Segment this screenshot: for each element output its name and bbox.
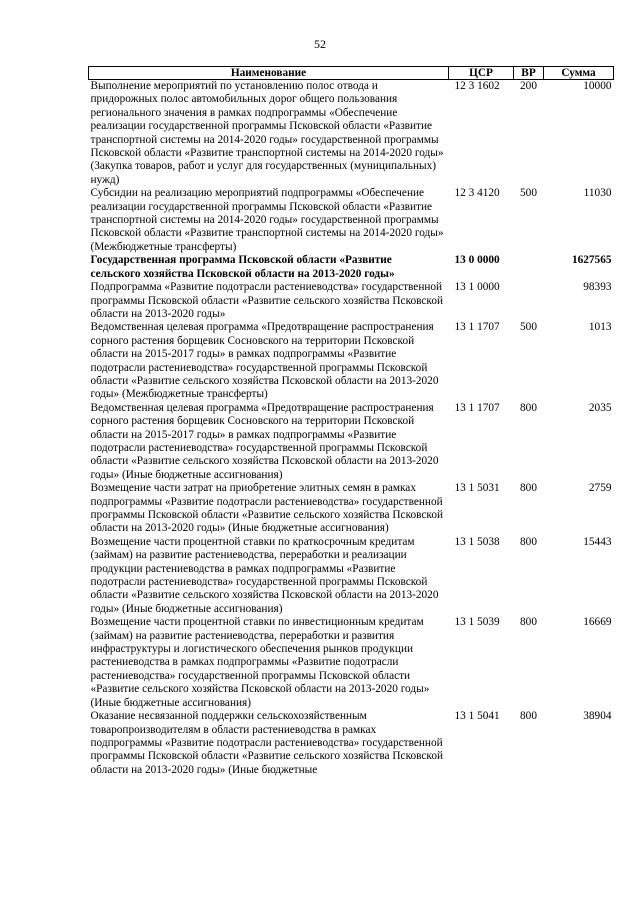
row-csr: 13 1 0000 xyxy=(454,281,500,294)
row-vr: 800 xyxy=(520,616,537,629)
row-vr: 500 xyxy=(520,187,537,200)
table-row xyxy=(89,80,614,188)
row-vr xyxy=(514,254,544,281)
row-sum: 1627565 xyxy=(571,254,612,267)
row-vr: 800 xyxy=(520,482,537,495)
row-sum: 15443 xyxy=(583,535,612,548)
row-csr: 13 1 5041 xyxy=(454,710,500,723)
table-row xyxy=(89,281,614,321)
row-vr: 800 xyxy=(520,535,537,548)
table-row xyxy=(89,710,614,777)
header-vr: ВР xyxy=(514,67,544,80)
row-name: Ведомственная целевая программа «Предотвращение распространения сорного растения борщевик Сосновского на территории Псковской области на 2015-2017 годы» в рамках подпрограммы «Развитие подотрасли растениеводства» государственной программы Псковской области «Развитие сельского хозяйства Псковской области на 2013-2020 годы» (Иные бюджетные ассигнования) xyxy=(90,401,439,481)
budget-table xyxy=(88,66,614,777)
row-csr: 12 3 1602 xyxy=(454,80,500,92)
table-row xyxy=(89,536,614,616)
row-sum: 98393 xyxy=(583,281,612,294)
row-vr: 500 xyxy=(520,321,537,334)
row-name: Государственная программа Псковской области «Развитие сельского хозяйства Псковской области на 2013-2020 годы» xyxy=(90,254,395,280)
row-csr: 13 0 0000 xyxy=(454,254,500,267)
row-vr: 200 xyxy=(520,80,537,92)
row-name: Выполнение мероприятий по установлению полос отвода и придорожных полос автомобильных дорог общего пользования регионального значения в рамках подпрограммы «Обеспечение реализации государственной программы Псковской области «Развитие транспортной системы на 2014-2020 годы» государственной программы Псковской области «Развитие транспортной системы на 2014-2020 годы» (Закупка товаров, работ и услуг для государственных (муниципальных) нужд) xyxy=(90,80,444,186)
row-csr: 13 1 5039 xyxy=(454,616,500,629)
row-sum: 38904 xyxy=(583,710,612,723)
row-name: Возмещение части процентной ставки по краткосрочным кредитам (займам) на развитие растениеводства, переработки и реализации продукции растениеводства в рамках подпрограммы «Развитие подотрасли растениеводства» государственной программы Псковской области «Развитие сельского хозяйства Псковской области на 2013-2020 годы» (Иные бюджетные ассигнования) xyxy=(90,535,439,615)
row-sum: 1013 xyxy=(588,321,612,334)
row-csr: 13 1 5031 xyxy=(454,482,500,495)
row-sum: 16669 xyxy=(583,616,612,629)
row-vr xyxy=(514,281,544,321)
row-name: Подпрограмма «Развитие подотрасли растениеводства» государственной программы Псковской области «Развитие сельского хозяйства Псковской области на 2013-2020 годы» xyxy=(90,281,444,320)
row-name: Возмещение части затрат на приобретение элитных семян в рамках подпрограммы «Развитие подотрасли растениеводства» государственной программы Псковской области «Развитие сельского хозяйства Псковской области на 2013-2020 годы» (Иные бюджетные ассигнования) xyxy=(90,482,444,535)
table-row xyxy=(89,321,614,401)
row-vr: 800 xyxy=(520,401,537,414)
table-row xyxy=(89,402,614,482)
row-csr: 13 1 1707 xyxy=(454,321,500,334)
row-sum: 11030 xyxy=(583,187,612,200)
row-sum: 2035 xyxy=(588,401,612,414)
header-name: Наименование xyxy=(89,67,449,80)
page-number: 52 xyxy=(314,37,326,51)
row-name: Субсидии на реализацию мероприятий подпрограммы «Обеспечение реализации государственной программы Псковской области «Развитие транспортной системы на 2014-2020 годы» государственной программы Псковской области «Развитие транспортной системы на 2014-2020 годы» (Межбюджетные трансферты) xyxy=(90,187,444,253)
row-csr: 13 1 5038 xyxy=(454,535,500,548)
row-sum: 2759 xyxy=(588,482,612,495)
table-header-row xyxy=(89,67,614,80)
row-name: Оказание несвязанной поддержки сельскохозяйственным товаропроизводителям в области растениеводства в рамках подпрограммы «Развитие подотрасли растениеводства» государственной программы Псковской области «Развитие сельского хозяйства Псковской области на 2013-2020 годы» (Иные бюджетные xyxy=(90,710,444,776)
header-sum: Сумма xyxy=(544,67,614,80)
row-csr: 13 1 1707 xyxy=(454,401,500,414)
table-row xyxy=(89,482,614,536)
row-sum: 10000 xyxy=(583,80,612,92)
table-row xyxy=(89,616,614,710)
row-name: Ведомственная целевая программа «Предотвращение распространения сорного растения борщевик Сосновского на территории Псковской области на 2015-2017 годы» в рамках подпрограммы «Развитие подотрасли растениеводства» государственной программы Псковской области «Развитие сельского хозяйства Псковской области на 2013-2020 годы» (Межбюджетные трансферты) xyxy=(90,321,439,401)
table-row xyxy=(89,187,614,254)
row-vr: 800 xyxy=(520,710,537,723)
table-row xyxy=(89,254,614,281)
row-name: Возмещение части процентной ставки по инвестиционным кредитам (займам) на развитие растениеводства, переработки и развития инфраструктуры и логистического обеспечения рынков продукции растениеводства в рамках подпрограммы «Развитие подотрасли растениеводства» государственной программы Псковской области «Развитие сельского хозяйства Псковской области на 2013-2020 годы» (Иные бюджетные ассигнования) xyxy=(90,616,430,709)
header-csr: ЦСР xyxy=(449,67,514,80)
row-csr: 12 3 4120 xyxy=(454,187,500,200)
